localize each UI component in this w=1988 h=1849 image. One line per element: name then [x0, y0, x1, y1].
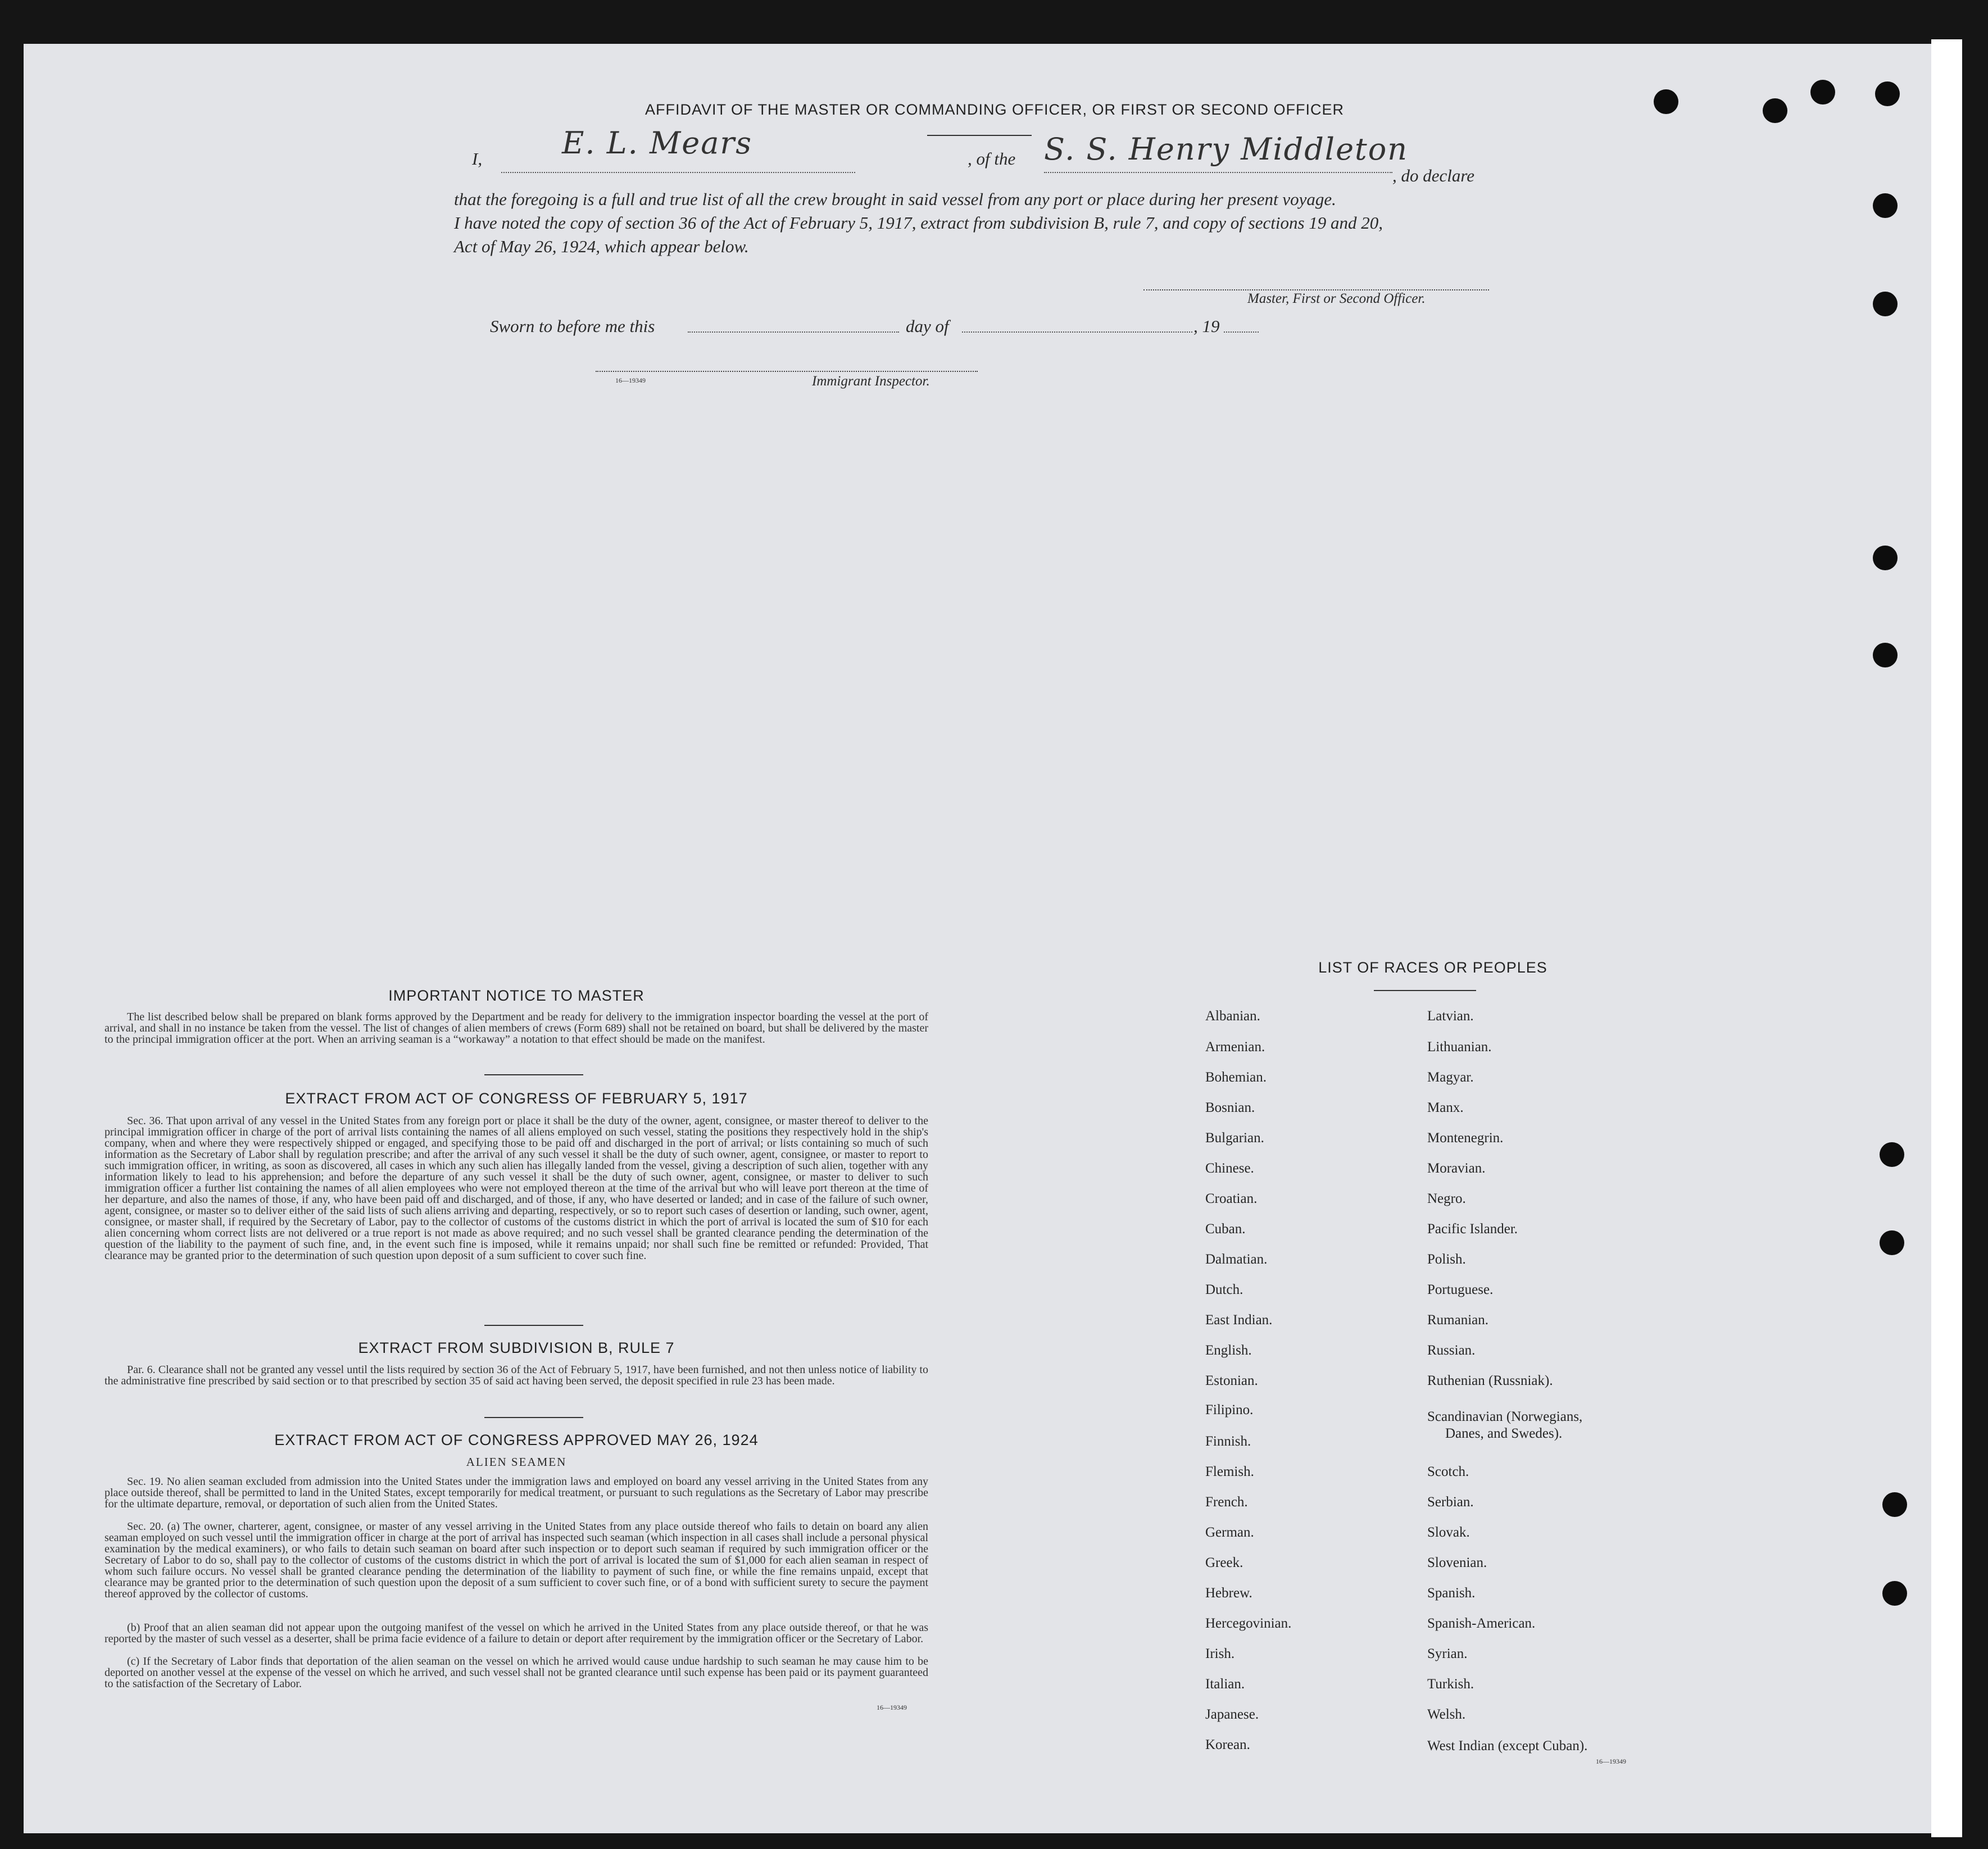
of-the-label: , of the: [968, 149, 1016, 169]
punch-hole: [1873, 193, 1898, 218]
race-item: Japanese.: [1205, 1707, 1259, 1722]
race-item: Serbian.: [1427, 1494, 1474, 1510]
race-item: Lithuanian.: [1427, 1039, 1492, 1055]
race-item: Portuguese.: [1427, 1282, 1494, 1297]
race-item: Hercegovinian.: [1205, 1616, 1292, 1631]
form-number: 16—19349: [615, 376, 646, 384]
sworn-day-field: [688, 315, 899, 333]
day-of-label: day of: [906, 316, 949, 336]
section-divider: [484, 1325, 583, 1326]
declaration-line-3: I have noted the copy of section 36 of the Act of February 5, 1917, extract from subdivision B, rule 7, and copy of sections 19 and 20,: [454, 213, 1383, 233]
race-item: Bulgarian.: [1205, 1130, 1264, 1146]
race-item: Manx.: [1427, 1100, 1464, 1115]
inspector-label: Immigrant Inspector.: [812, 374, 930, 389]
form-number-right: 16—19349: [1596, 1757, 1626, 1765]
race-item: Estonian.: [1205, 1373, 1258, 1388]
race-item: Cuban.: [1205, 1221, 1246, 1237]
race-item: Negro.: [1427, 1191, 1466, 1206]
race-item: Croatian.: [1205, 1191, 1258, 1206]
race-item: Russian.: [1427, 1343, 1476, 1358]
race-item: Magyar.: [1427, 1070, 1474, 1085]
race-item: Rumanian.: [1427, 1312, 1489, 1328]
race-item: Armenian.: [1205, 1039, 1265, 1055]
race-item: Dutch.: [1205, 1282, 1243, 1297]
race-item: Greek.: [1205, 1555, 1243, 1570]
race-item: Filipino.: [1205, 1402, 1254, 1418]
race-item: Italian.: [1205, 1677, 1245, 1692]
race-item: German.: [1205, 1525, 1254, 1540]
sec20c-text: (c) If the Secretary of Labor finds that deportation of the alien seaman on the vessel on which he arrived would cause undue hardship to such seaman he may cause him to be deported on another vessel at the expense of the vessel on which he arrived, and such vessel shall not be granted clearance until such expense has been paid or its payment guaranteed to the satisfaction of the Secretary of Labor.: [105, 1655, 928, 1690]
race-item: Finnish.: [1205, 1434, 1251, 1449]
race-item: Scandinavian (Norwegians,: [1427, 1409, 1583, 1424]
notice-title: IMPORTANT NOTICE TO MASTER: [388, 987, 644, 1004]
race-item: Pacific Islander.: [1427, 1221, 1518, 1237]
race-item: Bohemian.: [1205, 1070, 1267, 1085]
extract-1924-title: EXTRACT FROM ACT OF CONGRESS APPROVED MAY 26, 1924: [274, 1432, 759, 1448]
race-item: Danes, and Swedes).: [1445, 1426, 1563, 1441]
race-item: Slovenian.: [1427, 1555, 1487, 1570]
races-divider: [1374, 990, 1476, 991]
race-item: English.: [1205, 1343, 1252, 1358]
scan-border: [1962, 0, 1988, 1849]
sworn-month-field: [962, 315, 1192, 333]
alien-seamen-subtitle: ALIEN SEAMEN: [466, 1455, 567, 1469]
declaration-line-2: that the foregoing is a full and true list of all the crew brought in said vessel from any port or place during her present voyage.: [454, 189, 1336, 209]
race-item: Hebrew.: [1205, 1585, 1252, 1601]
punch-hole: [1882, 1581, 1907, 1606]
punch-hole: [1875, 81, 1900, 106]
declaration-line-1: [472, 125, 865, 181]
sworn-label: Sworn to before me this: [490, 316, 655, 336]
signature-label: Master, First or Second Officer.: [1247, 291, 1426, 306]
punch-hole: [1873, 546, 1898, 570]
race-item: Chinese.: [1205, 1161, 1254, 1176]
race-item: Turkish.: [1427, 1677, 1474, 1692]
master-name-handwritten: E. L. Mears: [562, 125, 752, 161]
race-item: Scotch.: [1427, 1464, 1469, 1479]
extract-1917-text: Sec. 36. That upon arrival of any vessel in the United States from any foreign port or place it shall be the duty of the owner, agent, consignee, or master thereof to deliver to the principal immigration officer in charge of the port of arrival lists containing the names of all aliens employed on such vessel, stating the positions they respectively hold in the ship's company, when and where they were respectively shipped or engaged, and specifying those to be paid off and discharged in the port of arrival; or lists containing so much of such information as the Secretary of Labor shall by regulation prescribe; and after the arrival of any such vessel it shall be the duty of such owner, agent, consignee, or master to report to such immigration officer, in writing, as soon as discovered, all cases in which any such alien has illegally landed from the vessel, giving a description of such alien, together with any information likely to lead to his apprehension; and before the departure of any such vessel it shall be the duty of such owner, agent, consignee, or master to deliver to such immigration officer a further list containing the names of all alien employees who were not employed thereon at the time of the arrival but who will leave port thereon at the time of her departure, and also the names of those, if any, who have been paid off and discharged, and of those, if any, who have deserted or landed; and in case of the failure of such owner, agent, consignee, or master so to deliver either of the said lists of such aliens arriving and departing, respectively, or so to report such cases of desertion or landing, such owner, agent, consignee, or master shall, if required by the Secretary of Labor, pay to the collector of customs of the customs district in which the port of arrival is located the sum of $10 for each alien concerning whom correct lists are not delivered or a true report is not made as above required; and no such vessel shall be granted clearance pending the determination of the question of the liability to the payment of such fine, and, in the event such fine is imposed, while it remains unpaid; nor shall such fine be remitted or refunded: Provided, That clearance may be granted prior to the determination of such question upon deposit of a sum sufficient to cover such fine.: [105, 1115, 928, 1262]
i-label: I,: [472, 149, 483, 169]
notice-text: The list described below shall be prepared on blank forms approved by the Department and be ready for delivery to the immigration inspector boarding the vessel at the port of arrival, and shall in no instance be taken from the vessel. The list of changes of alien members of crews (Form 689) shall not be retained on board, but shall be delivered by the master to the principal immigration officer at the port. When an arriving seaman is a “workaway” a notation to that effect should be made on the manifest.: [105, 1011, 928, 1046]
punch-hole: [1763, 98, 1787, 123]
declaration-line-4: Act of May 26, 1924, which appear below.: [454, 237, 749, 256]
do-declare-label: , do declare: [1392, 166, 1475, 185]
races-title: LIST OF RACES OR PEOPLES: [1318, 959, 1547, 976]
race-item: West Indian (except Cuban).: [1427, 1738, 1588, 1753]
signature-line: [1143, 289, 1489, 290]
race-item: Slovak.: [1427, 1525, 1470, 1540]
inspector-signature-line: [596, 371, 978, 372]
sec19-text: Sec. 19. No alien seaman excluded from admission into the United States under the immigration laws and employed on board any vessel arriving in the United States from any place outside thereof, shall be permitted to land in the United States, except temporarily for medical treatment, or pursuant to such regulations as the Secretary of Labor may prescribe for the ultimate departure, removal, or deportation of such alien from the United States.: [105, 1475, 928, 1510]
punch-hole: [1873, 292, 1898, 316]
race-item: Albanian.: [1205, 1008, 1260, 1024]
sec20b-text: (b) Proof that an alien seaman did not appear upon the outgoing manifest of the vessel on which he arrived in the United States from any place outside thereof, or that he was reported by the master of such vessel as a deserter, shall be prima facie evidence of a failure to detain or deport after requirement by the immigration officer or the Secretary of Labor.: [105, 1621, 928, 1645]
section-divider: [484, 1417, 583, 1418]
race-item: Korean.: [1205, 1737, 1250, 1752]
race-item: French.: [1205, 1494, 1248, 1510]
race-item: Irish.: [1205, 1646, 1235, 1661]
race-item: Flemish.: [1205, 1464, 1254, 1479]
title-divider: [927, 135, 1032, 136]
affidavit-title: AFFIDAVIT OF THE MASTER OR COMMANDING OFFICER, OR FIRST OR SECOND OFFICER: [644, 101, 1345, 118]
race-item: Ruthenian (Russniak).: [1427, 1373, 1553, 1388]
punch-hole: [1654, 89, 1678, 114]
section-divider: [484, 1074, 583, 1075]
punch-hole: [1880, 1142, 1904, 1167]
sec20a-text: Sec. 20. (a) The owner, charterer, agent, consignee, or master of any vessel arriving in the United States from any place outside thereof who fails to detain on board any alien seaman employed on such vessel until the immigration officer in charge at the port of arrival has inspected such seaman (which inspection in all cases shall include a personal physical examination by the medical examiners), or who fails to detain such seaman on board after such inspection or to deport such seaman if required by such immigration officer or the Secretary of Labor to do so, shall pay to the collector of customs of the customs district in which the port of arrival is located the sum of $1,000 for each alien seaman in respect of whom such failure occurs. No vessel shall be granted clearance pending the determination of the liability to payment of such fine, or while the fine remains unpaid, except that clearance may be granted prior to the determination of such question upon the deposit of a sum sufficient to cover such fine, or of a bond with sufficient surety to secure the payment thereof approved by the collector of customs.: [105, 1520, 928, 1600]
race-item: Spanish-American.: [1427, 1616, 1536, 1631]
punch-hole: [1882, 1492, 1907, 1517]
sworn-year-field: [1224, 315, 1259, 333]
punch-hole: [1810, 80, 1835, 105]
form-number-left: 16—19349: [877, 1703, 907, 1711]
page-edge: [1931, 39, 1962, 1837]
vessel-name-handwritten: S. S. Henry Middleton: [1044, 131, 1409, 167]
race-item: Polish.: [1427, 1252, 1466, 1267]
race-item: Latvian.: [1427, 1008, 1474, 1024]
race-item: East Indian.: [1205, 1312, 1273, 1328]
punch-hole: [1873, 643, 1898, 667]
rule7-title: EXTRACT FROM SUBDIVISION B, RULE 7: [358, 1339, 675, 1356]
punch-hole: [1880, 1230, 1904, 1255]
extract-1917-title: EXTRACT FROM ACT OF CONGRESS OF FEBRUARY 5, 1917: [285, 1090, 748, 1107]
race-item: Syrian.: [1427, 1646, 1468, 1661]
race-item: Bosnian.: [1205, 1100, 1255, 1115]
race-item: Dalmatian.: [1205, 1252, 1268, 1267]
race-item: Moravian.: [1427, 1161, 1486, 1176]
race-item: Spanish.: [1427, 1585, 1476, 1601]
race-item: Montenegrin.: [1427, 1130, 1504, 1146]
rule7-text: Par. 6. Clearance shall not be granted any vessel until the lists required by section 36 of the Act of February 5, 1917, have been furnished, and not then unless notice of liability to the administrative fine prescribed by said section or to that prescribed by section 35 of said act having been served, the deposit specified in rule 23 has been made.: [105, 1364, 928, 1387]
year-label: , 19: [1193, 316, 1220, 336]
race-item: Welsh.: [1427, 1707, 1466, 1722]
